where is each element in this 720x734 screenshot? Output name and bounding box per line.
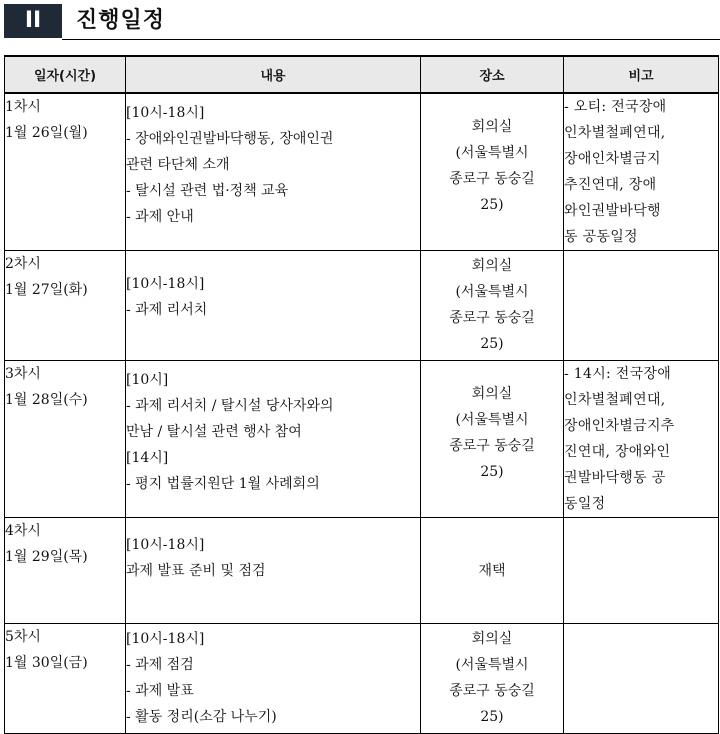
place-cell-line: 25) (480, 197, 504, 213)
place-cell-line: 종로구 동숭길 (449, 171, 535, 187)
date-cell (5, 624, 126, 734)
content-cell-line: - 과제 안내 (126, 209, 194, 225)
note-cell-line: - 오티: 전국장애 (564, 99, 667, 115)
table-row (5, 93, 719, 251)
date-cell (5, 361, 126, 518)
content-cell (126, 93, 421, 251)
section-title: 진행일정 (76, 8, 166, 33)
date-cell-line: 1월 30일(금) (5, 655, 88, 671)
content-cell-line: - 장애와인권발바닥행동, 장애인권 (126, 131, 334, 147)
content-cell-line: - 탈시설 관련 법·정책 교육 (126, 183, 289, 199)
date-cell (5, 93, 126, 251)
note-cell-line: 추진연대, 장애 (564, 177, 657, 193)
date-cell-line: 4차시 (5, 523, 41, 539)
note-cell (564, 361, 719, 518)
content-cell-line: [10시-18시] (126, 105, 205, 121)
content-cell-line: - 과제 리서치 (126, 302, 208, 318)
place-cell (421, 361, 564, 518)
date-cell-line: 1월 27일(화) (5, 282, 88, 298)
content-cell-line: - 과제 점검 (126, 657, 194, 673)
column-header-content: 내용 (126, 56, 421, 93)
date-cell-line: 1차시 (5, 99, 41, 115)
place-cell-line: 25) (480, 464, 504, 480)
table-row (5, 518, 719, 624)
note-cell-line: 와인권발바닥행 (564, 203, 661, 219)
section-header (0, 0, 720, 42)
place-cell-line: 25) (480, 336, 504, 352)
note-cell-line: 동 공동일정 (564, 229, 638, 245)
content-cell-line: - 평지 법률지원단 1월 사례회의 (126, 476, 320, 492)
content-cell (126, 624, 421, 734)
place-cell-line: 회의실 (471, 258, 513, 274)
place-cell-line: (서울특별시 (455, 145, 529, 161)
note-cell-line: 인차별철폐연대, (564, 125, 666, 141)
note-cell-line: - 14시: 전국장애 (564, 366, 672, 382)
content-cell-line: [10시-18시] (126, 276, 205, 292)
content-cell-line: - 과제 리서치 / 탈시설 당사자와의 (126, 398, 334, 414)
date-cell-line: 1월 26일(월) (5, 125, 88, 141)
content-cell-line: [10시] (126, 372, 169, 388)
content-cell (126, 251, 421, 361)
note-cell (564, 93, 719, 251)
date-cell-line: 5차시 (5, 629, 41, 645)
date-cell (5, 518, 126, 624)
column-header-date: 일자(시간) (5, 56, 126, 93)
place-cell-line: (서울특별시 (455, 284, 529, 300)
schedule-table (4, 55, 719, 734)
title-underline (62, 39, 720, 40)
table-row (5, 251, 719, 361)
table-row (5, 361, 719, 518)
note-cell-line: 장애인차별금지 (564, 151, 661, 167)
place-cell-line: 회의실 (471, 631, 513, 647)
content-cell-line: [14시] (126, 450, 169, 466)
place-cell (421, 624, 564, 734)
content-cell-line: [10시-18시] (126, 631, 205, 647)
place-cell (421, 251, 564, 361)
date-cell-line: 1월 29일(목) (5, 549, 88, 565)
date-cell-line: 1월 28일(수) (5, 392, 88, 408)
place-cell (421, 518, 564, 624)
note-cell (564, 518, 719, 624)
place-cell-line: 회의실 (471, 386, 513, 402)
place-cell-line: 종로구 동숭길 (449, 310, 535, 326)
table-row (5, 624, 719, 734)
note-cell-line: 진연대, 장애와인 (564, 444, 671, 460)
place-cell-line: (서울특별시 (455, 412, 529, 428)
date-cell (5, 251, 126, 361)
content-cell-line: 과제 발표 준비 및 점검 (126, 563, 266, 579)
date-cell-line: 2차시 (5, 256, 41, 272)
place-cell-line: 회의실 (471, 119, 513, 135)
content-cell (126, 518, 421, 624)
section-number-badge: II (4, 4, 62, 38)
note-cell (564, 624, 719, 734)
note-cell (564, 251, 719, 361)
place-cell-line: 재택 (478, 563, 506, 579)
place-cell (421, 93, 564, 251)
column-header-place: 장소 (421, 56, 564, 93)
content-cell-line: 만남 / 탈시설 관련 행사 참여 (126, 424, 302, 440)
content-cell (126, 361, 421, 518)
content-cell-line: 관련 타단체 소개 (126, 157, 230, 173)
note-cell-line: 장애인차별금지추 (564, 418, 675, 434)
content-cell-line: - 활동 정리(소감 나누기) (126, 709, 277, 725)
content-cell-line: - 과제 발표 (126, 683, 194, 699)
content-cell-line: [10시-18시] (126, 537, 205, 553)
note-cell-line: 인차별철폐연대, (564, 392, 666, 408)
note-cell-line: 동일정 (564, 496, 606, 512)
column-header-note: 비고 (564, 56, 719, 93)
date-cell-line: 3차시 (5, 366, 41, 382)
place-cell-line: 종로구 동숭길 (449, 683, 535, 699)
place-cell-line: 종로구 동숭길 (449, 438, 535, 454)
place-cell-line: (서울특별시 (455, 657, 529, 673)
table-header-row (5, 56, 719, 93)
place-cell-line: 25) (480, 709, 504, 725)
note-cell-line: 권발바닥행동 공 (564, 470, 666, 486)
